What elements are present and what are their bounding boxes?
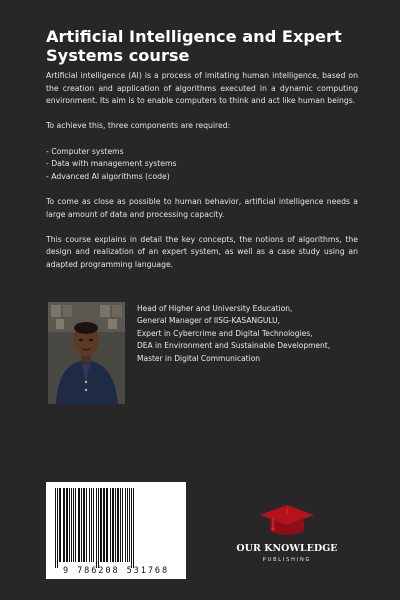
component-list-item: - Advanced AI algorithms (code) bbox=[46, 171, 170, 181]
barcode-bars bbox=[46, 482, 186, 579]
barcode-bar bbox=[122, 488, 123, 562]
publisher-name: OUR KNOWLEDGE bbox=[236, 543, 338, 554]
barcode-bar bbox=[73, 488, 74, 562]
component-list-item: - Data with management systems bbox=[46, 159, 177, 169]
barcode-bar bbox=[57, 488, 58, 568]
description-paragraph: To achieve this, three components are required: bbox=[46, 121, 231, 131]
barcode-bar bbox=[112, 488, 114, 562]
barcode-bar bbox=[75, 488, 76, 562]
barcode-bar bbox=[91, 488, 92, 562]
description-paragraph: To come as close as possible to human behavior, artificial intelligence needs a large amount of data and processing capacity. bbox=[46, 196, 358, 219]
author-photo bbox=[48, 302, 125, 404]
isbn-digits: 9 786208 531768 bbox=[62, 566, 170, 576]
barcode-bar bbox=[93, 488, 94, 562]
description-paragraph: Artificial intelligence (AI) is a process of imitating human intelligence, based on the creation and application of algorithms executed in a dynamic computing environment. Its aim is to enable computers to think and act like human beings. bbox=[46, 71, 358, 106]
barcode-bar bbox=[59, 488, 61, 562]
barcode-bar bbox=[78, 488, 80, 562]
barcode-bar bbox=[125, 488, 126, 562]
barcode-bar bbox=[120, 488, 121, 562]
author-portrait-image bbox=[48, 302, 125, 404]
barcode-bar bbox=[89, 488, 90, 562]
barcode-bar bbox=[106, 488, 108, 562]
barcode-bar bbox=[115, 488, 116, 562]
component-list-item: - Computer systems bbox=[46, 146, 124, 156]
barcode-bar bbox=[69, 488, 70, 562]
barcode-bar bbox=[55, 488, 56, 568]
author-bio-line: Master in Digital Communication bbox=[137, 353, 261, 363]
author-bio-line: Expert in Cybercrime and Digital Technologies, bbox=[137, 328, 313, 338]
barcode-bar bbox=[117, 488, 119, 562]
author-bio-line: Head of Higher and University Education, bbox=[137, 304, 293, 313]
barcode-bar bbox=[81, 488, 82, 562]
author-bio bbox=[137, 303, 377, 365]
barcode-bar bbox=[129, 488, 130, 562]
description-paragraph: This course explains in detail the key concepts, the notions of algorithms, the design and realization of an expert system, as well as a case study using an adapted programming language. bbox=[46, 234, 358, 269]
barcode-bar bbox=[83, 488, 85, 562]
isbn-barcode bbox=[46, 482, 186, 579]
author-bio-line: DEA in Environment and Sustainable Development, bbox=[137, 341, 331, 351]
barcode-bar bbox=[127, 488, 128, 562]
publisher-tagline: PUBLISHING bbox=[262, 557, 312, 563]
barcode-bar bbox=[86, 488, 87, 562]
barcode-bar bbox=[110, 488, 111, 562]
barcode-bar bbox=[63, 488, 65, 562]
barcode-bar bbox=[133, 488, 134, 568]
barcode-bar bbox=[71, 488, 72, 562]
publisher-logo bbox=[232, 503, 342, 573]
barcode-bar bbox=[98, 488, 99, 568]
barcode-bar bbox=[103, 488, 105, 562]
author-bio-line: General Manager of IISG-KASANGULU, bbox=[137, 316, 281, 326]
barcode-bar bbox=[131, 488, 132, 568]
description bbox=[46, 70, 358, 272]
book-title: Artificial Intelligence and Expert Systems course bbox=[46, 27, 342, 65]
barcode-bar bbox=[100, 488, 102, 562]
barcode-bar bbox=[96, 488, 97, 568]
graduation-cap-icon bbox=[232, 503, 342, 543]
barcode-bar bbox=[66, 488, 68, 562]
